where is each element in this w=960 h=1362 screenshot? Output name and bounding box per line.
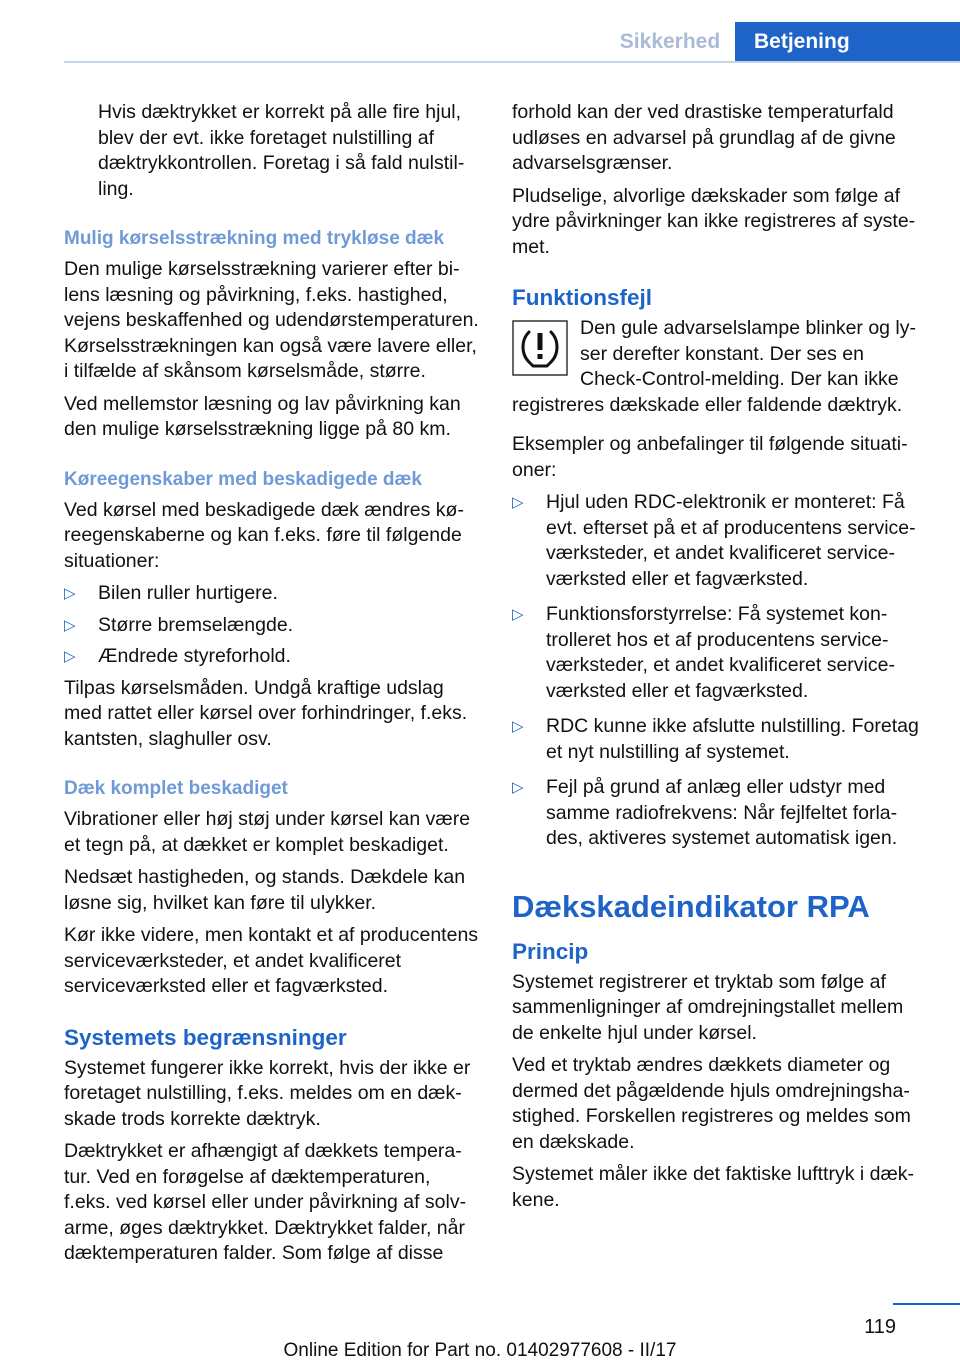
list-item: ▷ Ændrede styreforhold.: [64, 644, 480, 670]
list-item: ▷ Hjul uden RDC-elektronik er monteret: Få evt. efterset på et af producentens serviceværksteder, et andet kvalificeret serviceværksted eller et fagværksted.: [512, 491, 916, 590]
paragraph: forhold kan der ved drastiske temperaturfald udløses en advarsel på grundlag af de givne advarselsgrænser.: [512, 101, 896, 174]
paragraph: Dæktrykket er afhængigt af dækkets temperatur. Ved en forøgelse af dæktemperaturen, f.eks. ved kørsel eller under påvirkning af solvarme, øges dæktrykket. Dæktrykket falder, når dæktemperaturen falder. Som følge af disse: [64, 1140, 467, 1264]
heading-mulig-koerselsstraekning: Mulig kørselsstrækning med trykløse dæk: [64, 228, 445, 249]
page-number: 119: [864, 1316, 896, 1338]
warning-text: Den gule advarselslampe blinker og lyser derefter konstant. Der ses en Check-Control-melding. Der kan ikke registreres dækskade eller faldende dæktryk.: [512, 317, 917, 416]
list-item: ▷ Fejl på grund af anlæg eller udstyr med samme radiofrekvens: Når fejlfeltet forlades, aktiveres systemet automatisk igen.: [512, 776, 898, 849]
triangle-bullet-icon: ▷: [512, 779, 524, 796]
triangle-bullet-icon: ▷: [64, 585, 76, 602]
paragraph: Kør ikke videre, men kontakt et af producentens serviceværksteder, et andet kvalificeret serviceværksted eller et fagværksted.: [64, 924, 479, 997]
tab-sikkerhed[interactable]: Sikkerhed: [619, 30, 721, 53]
triangle-bullet-icon: ▷: [64, 648, 76, 665]
edition-footer: Online Edition for Part no. 01402977608 - II/17: [283, 1340, 677, 1361]
triangle-bullet-icon: ▷: [512, 494, 524, 511]
paragraph: Eksempler og anbefalinger til følgende situationer:: [512, 433, 908, 481]
list-item: ▷ RDC kunne ikke afslutte nulstilling. Foretag et nyt nulstilling af systemet.: [512, 715, 919, 763]
left-column: [64, 100, 480, 1274]
paragraph: Pludselige, alvorlige dækskader som følge af ydre påvirkninger kan ikke registreres af systemet.: [512, 184, 916, 258]
warning-block: [512, 316, 926, 418]
list-item: ▷ Funktionsforstyrrelse: Få systemet kontrolleret hos et af producentens serviceværksteder, et andet kvalificeret serviceværksted eller et fagværksted.: [512, 603, 895, 702]
footer-divider: [893, 1303, 960, 1305]
right-column: [512, 100, 926, 1220]
paragraph: Nedsæt hastigheden, og stands. Dækdele kan løsne sig, hvilket kan føre til ulykker.: [64, 866, 466, 914]
heading-princip: Princip: [512, 938, 589, 964]
intro-paragraph: Hvis dæktrykket er korrekt på alle fire hjul, blev der evt. ikke foretaget nulstilling af dæktrykkontrollen. Foretag i så fald nulstilling.: [98, 101, 465, 200]
paragraph: Ved et tryktab ændres dækkets diameter og dermed det pågældende hjuls omdrejningshastighed. Forskellen registreres og meldes som en dækskade.: [512, 1054, 911, 1153]
heading-daek-komplet-beskadiget: Dæk komplet beskadiget: [64, 778, 288, 799]
tab-betjening[interactable]: Betjening: [735, 22, 960, 62]
list-item: ▷ Bilen ruller hurtigere.: [64, 581, 480, 607]
triangle-bullet-icon: ▷: [512, 718, 524, 735]
heading-systemets-begraensninger: Systemets begrænsninger: [64, 1024, 347, 1050]
paragraph: Tilpas kørselsmåden. Undgå kraftige udslag med rattet eller kørsel over forhindringer, f.eks. kantsten, slaghuller osv.: [64, 676, 468, 750]
heading-koereegenskaber: Køreegenskaber med beskadigede dæk: [64, 468, 422, 490]
paragraph: Systemet registrerer et tryktab som følge af sammenligninger af omdrejningstallet mellem de enkelte hjul under kørsel.: [512, 970, 904, 1044]
triangle-bullet-icon: ▷: [64, 616, 76, 634]
header-divider: [64, 61, 960, 63]
recommendations-list: [512, 490, 926, 852]
heading-daekskadeindikator-rpa: Dækskadeindikator RPA: [512, 888, 870, 924]
paragraph: Ved mellemstor læsning og lav påvirkning kan den mulige kørselsstrækning ligge på 80 km.: [64, 392, 461, 440]
page-header: [0, 0, 960, 64]
heading-funktionsfejl: Funktionsfejl: [512, 285, 652, 310]
tire-pressure-warning-icon: [512, 320, 568, 376]
paragraph: Ved kørsel med beskadigede dæk ændres køreegenskaberne og kan f.eks. føre til følgende situationer:: [64, 498, 464, 572]
situations-list: [64, 581, 480, 670]
paragraph: Vibrationer eller høj støj under kørsel kan være et tegn på, at dækket er komplet beskadiget.: [64, 808, 471, 856]
paragraph: Systemet fungerer ikke korrekt, hvis der ikke er foretaget nulstilling, f.eks. meldes om en dækskade trods korrekte dæktryk.: [64, 1056, 471, 1130]
list-item: ▷ Større bremselængde.: [64, 613, 480, 639]
triangle-bullet-icon: ▷: [512, 606, 524, 623]
paragraph: Den mulige kørselsstrækning varierer efter bilens læsning og påvirkning, f.eks. hastighed, vejens beskaffenhed og udendørstemperaturen. Kørselsstrækningen kan også være lavere eller, i tilfælde af skånsom kørselsmåde, større.: [64, 258, 479, 382]
paragraph: Systemet måler ikke det faktiske lufttryk i dækkene.: [512, 1163, 915, 1211]
